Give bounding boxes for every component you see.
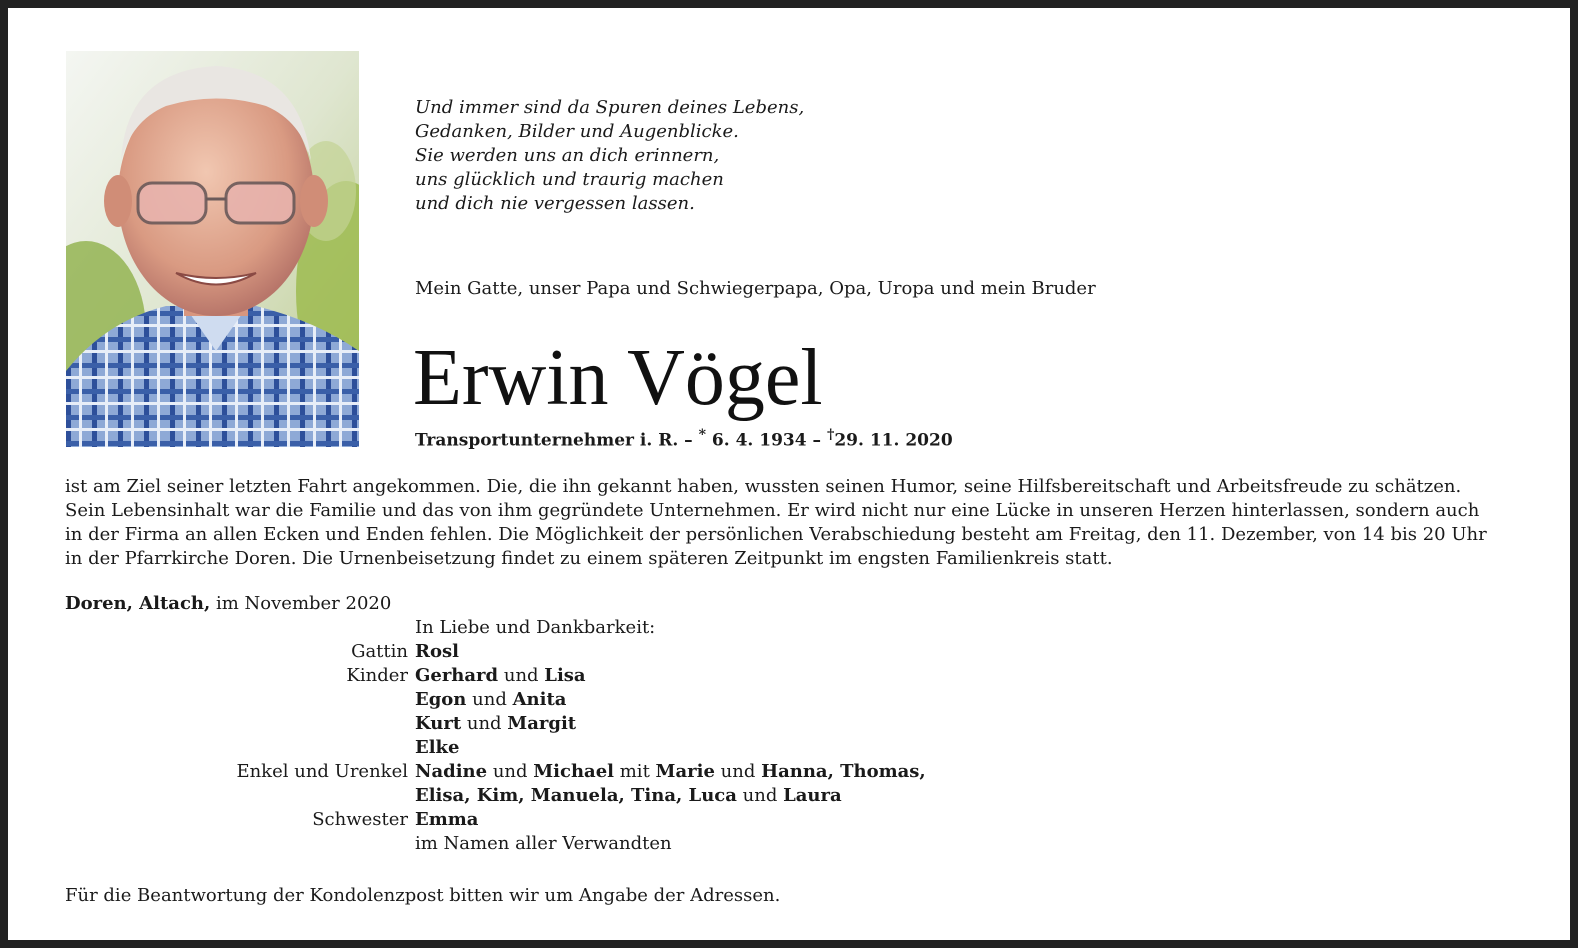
subtitle-dates <box>415 427 953 451</box>
connector-text: im Namen aller Verwandten <box>415 833 672 854</box>
connector-text: und <box>736 785 784 806</box>
text-line: in der Pfarrkirche Doren. Die Urnenbeisetzung findet zu einem späteren Zeitpunkt im engsten Familienkreis statt. <box>65 548 1113 569</box>
relative-name: Elke <box>415 737 460 758</box>
text-line: in der Firma an allen Ecken und Enden fehlen. Die Möglichkeit der persönlichen Verabschiedung besteht am Freitag, den 11. Dezember, von 14 bis 20 Uhr <box>65 524 1487 545</box>
date-text: im November 2020 <box>210 593 392 614</box>
poem-line: uns glücklich und traurig machen <box>415 169 724 190</box>
relative-name: Nadine <box>415 761 488 782</box>
relative-name: Emma <box>415 809 479 830</box>
connector-text: und <box>461 713 508 734</box>
relative-row <box>8 785 1008 809</box>
portrait-photo <box>66 51 359 447</box>
footer-note: Für die Beantwortung der Kondolenzpost bitten wir um Angabe der Adressen. <box>65 885 781 906</box>
relative-name: Egon <box>415 689 467 710</box>
deceased-name: Erwin Vögel <box>413 334 823 422</box>
relation-label: Schwester <box>312 809 408 830</box>
text-line: Sein Lebensinhalt war die Familie und das von ihm gegründete Unternehmen. Er wird nicht nur eine Lücke in unseren Herzen hinterlassen, sondern auch <box>65 500 1480 521</box>
poem-line: Und immer sind da Spuren deines Lebens, <box>415 97 805 118</box>
relative-row <box>8 809 1008 833</box>
dedication: In Liebe und Dankbarkeit: <box>415 617 656 638</box>
relative-row <box>8 689 1008 713</box>
relative-row <box>8 761 1008 785</box>
relative-name: Gerhard <box>415 665 499 686</box>
relative-names <box>415 689 566 710</box>
text-line: ist am Ziel seiner letzten Fahrt angekommen. Die, die ihn gekannt haben, wussten seinen Humor, seine Hilfsbereitschaft und Arbeitsfreude zu schätzen. <box>65 476 1462 497</box>
relative-name: Margit <box>507 713 577 734</box>
poem-line: Gedanken, Bilder und Augenblicke. <box>415 121 739 142</box>
relative-name: Elisa, Kim, Manuela, Tina, Luca <box>415 785 737 806</box>
relative-name: Hanna, Thomas, <box>761 761 926 782</box>
obituary-text <box>65 475 1487 571</box>
death-date: 29. 11. 2020 <box>834 430 953 451</box>
relative-names <box>415 785 842 806</box>
connector-text: mit <box>614 761 656 782</box>
death-symbol: † <box>826 427 835 443</box>
connector-text: und <box>466 689 513 710</box>
relative-names <box>415 761 926 782</box>
separator: – <box>678 430 699 451</box>
connector-text: und <box>714 761 762 782</box>
relative-name: Kurt <box>415 713 462 734</box>
poem <box>415 96 804 216</box>
relative-row <box>8 665 1008 689</box>
relative-name: Laura <box>783 785 842 806</box>
place-name: Doren, Altach, <box>65 593 211 614</box>
separator: – <box>806 430 827 451</box>
relative-names <box>415 833 672 854</box>
poem-line: und dich nie vergessen lassen. <box>415 193 695 214</box>
relation-label: Kinder <box>346 665 408 686</box>
relative-name: Michael <box>533 761 615 782</box>
connector-text: und <box>498 665 545 686</box>
relative-names <box>415 737 459 758</box>
relative-names <box>415 809 478 830</box>
connector-text: und <box>487 761 534 782</box>
birth-date: 6. 4. 1934 <box>706 430 807 451</box>
relative-row <box>8 713 1008 737</box>
place-date <box>65 593 391 614</box>
profession: Transportunternehmer i. R. <box>415 430 679 451</box>
relative-row <box>8 641 1008 665</box>
relative-name: Marie <box>655 761 715 782</box>
poem-line: Sie werden uns an dich erinnern, <box>415 145 720 166</box>
relative-names <box>415 665 586 686</box>
relative-row <box>8 833 1008 857</box>
relative-name: Lisa <box>544 665 586 686</box>
relative-names <box>415 713 576 734</box>
intro-line: Mein Gatte, unser Papa und Schwiegerpapa, Opa, Uropa und mein Bruder <box>415 278 1096 299</box>
relative-row <box>8 737 1008 761</box>
relation-label: Gattin <box>351 641 408 662</box>
relation-label: Enkel und Urenkel <box>236 761 408 782</box>
birth-symbol: * <box>698 427 707 443</box>
relative-name: Anita <box>512 689 567 710</box>
relative-names <box>415 641 459 662</box>
relative-name: Rosl <box>415 641 459 662</box>
